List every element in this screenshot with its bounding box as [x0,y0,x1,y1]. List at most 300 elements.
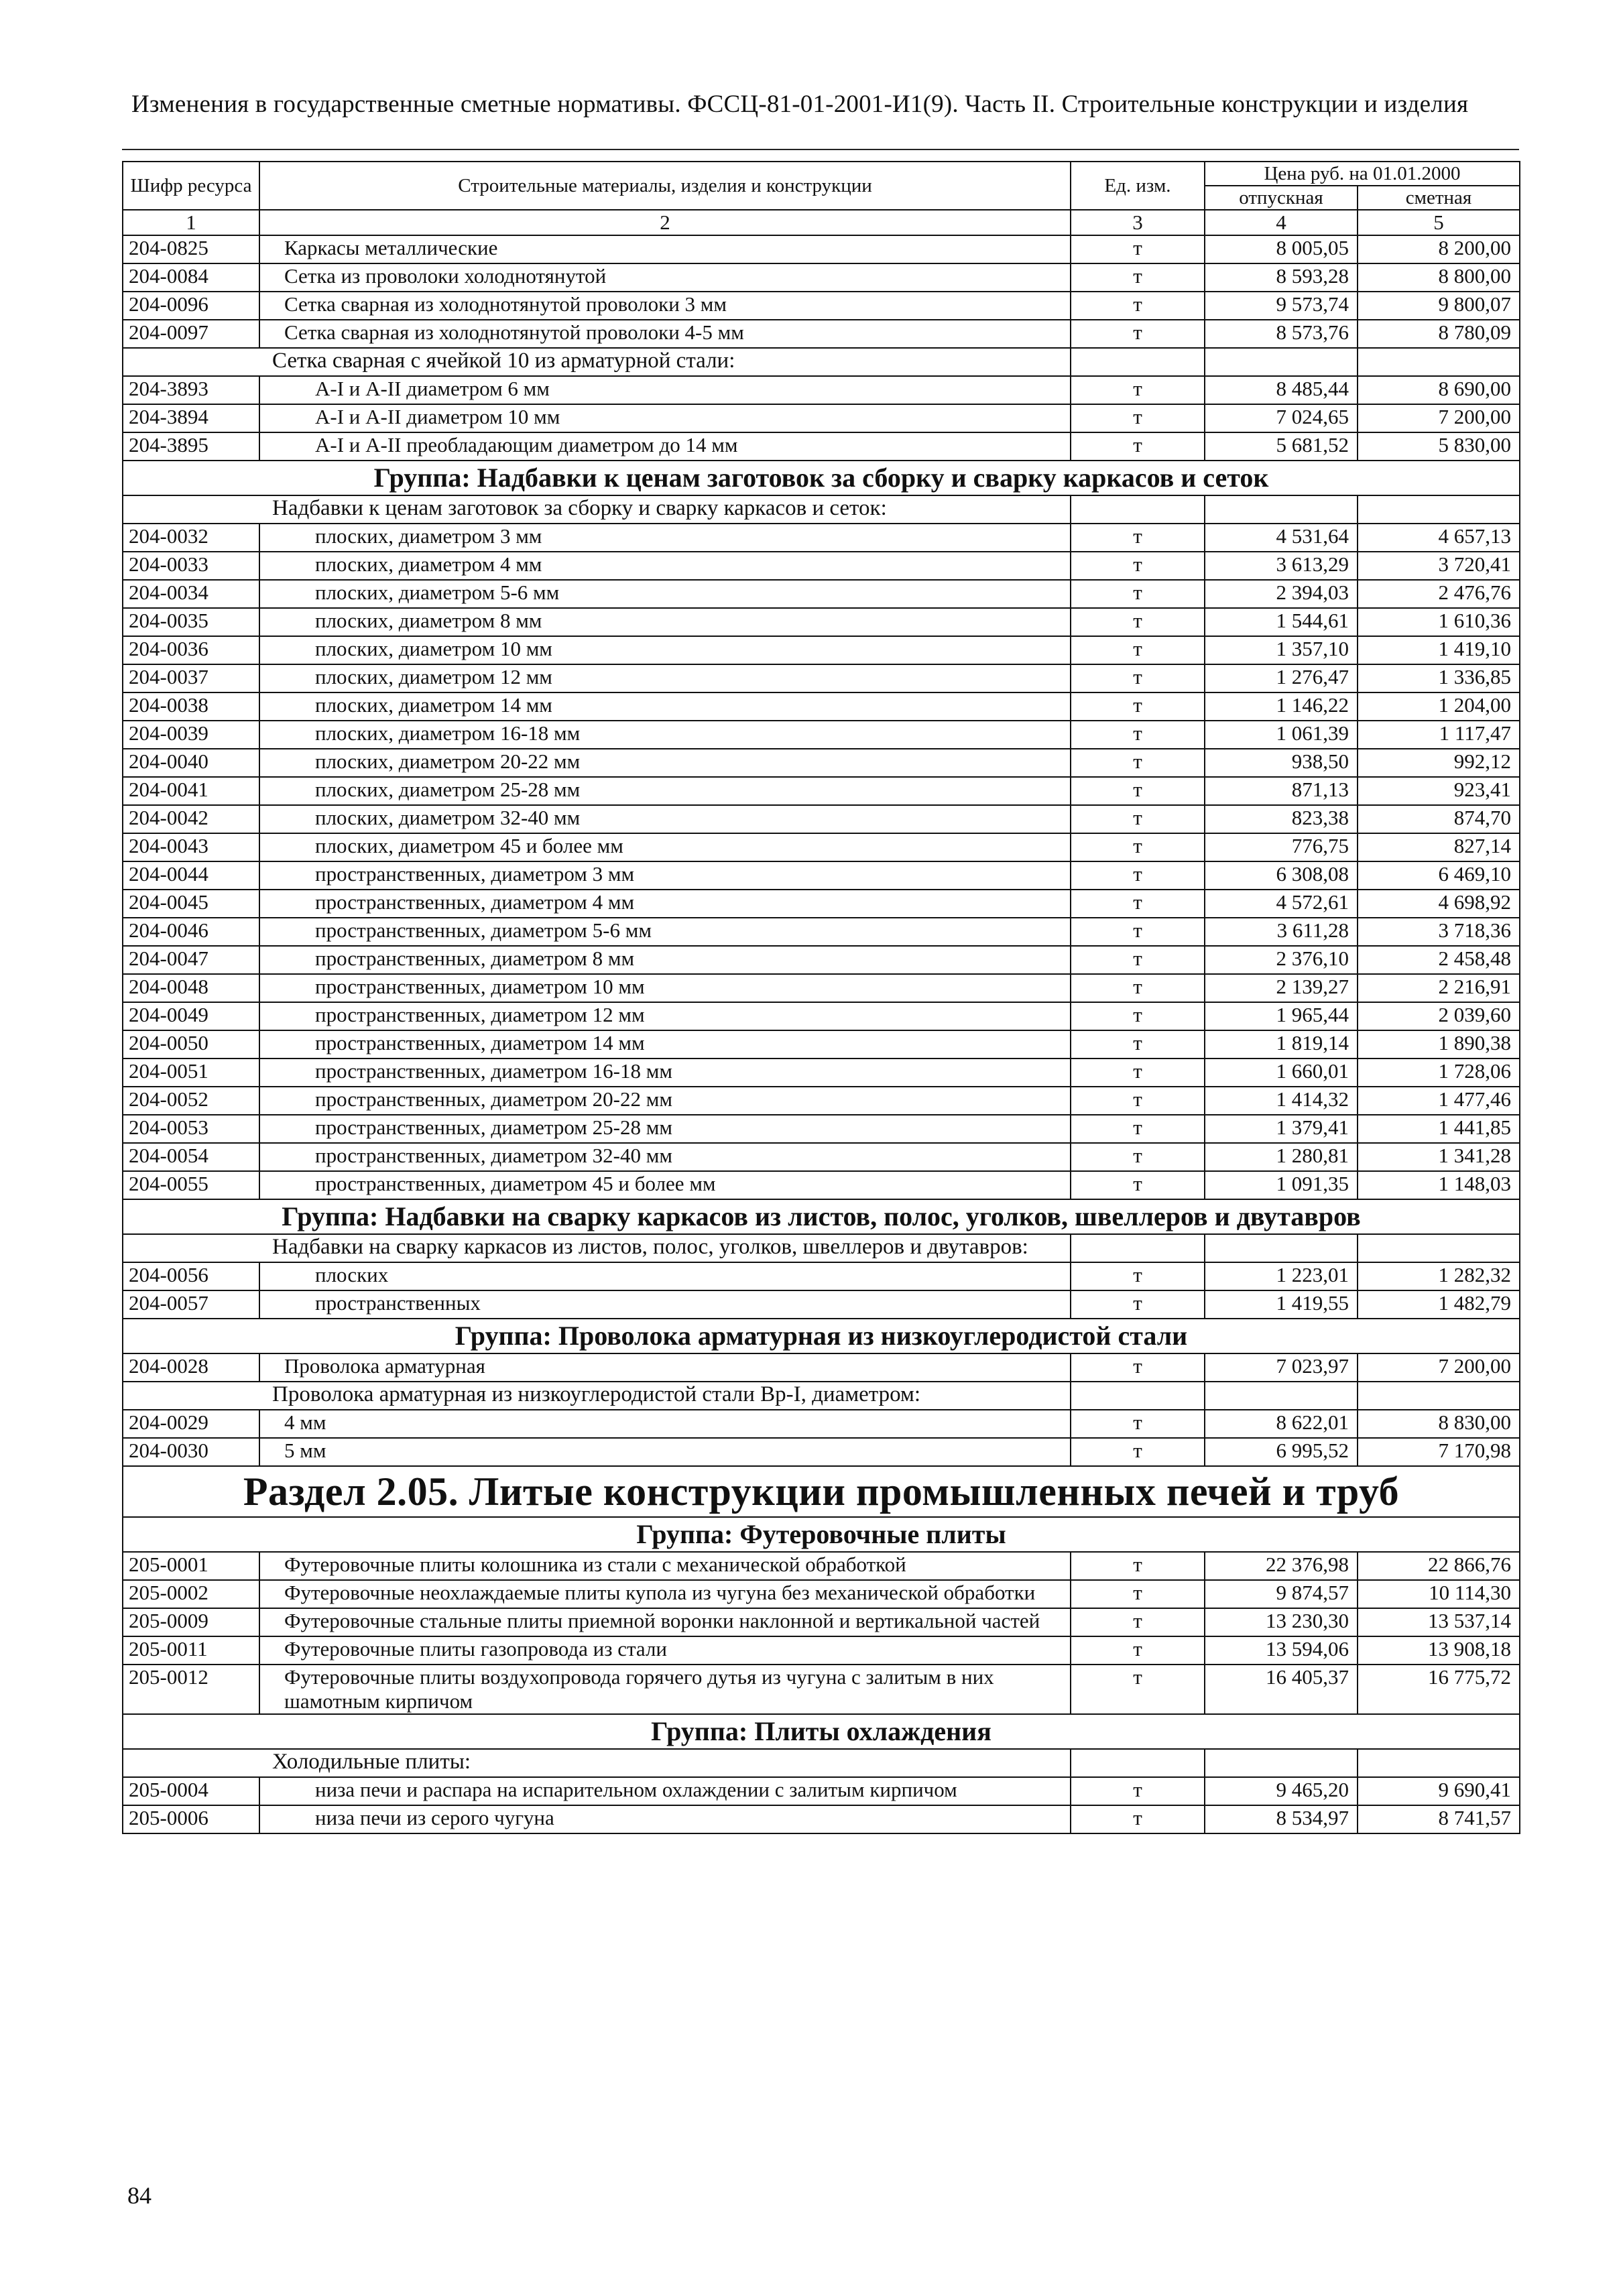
column-number: 2 [259,210,1071,235]
empty-cell [1071,1749,1205,1777]
resource-code: 204-3893 [123,376,259,404]
material-name: пространственных, диаметром 12 мм [259,1002,1071,1030]
empty-cell [1358,1749,1520,1777]
resource-code: 205-0011 [123,1636,259,1665]
sale-price: 871,13 [1205,777,1358,805]
table-row [123,320,1520,348]
table-row [123,974,1520,1002]
unit-cell: т [1071,1002,1205,1030]
table-row [123,580,1520,608]
column-number: 3 [1071,210,1205,235]
estimate-price: 3 718,36 [1358,918,1520,946]
sale-price: 3 611,28 [1205,918,1358,946]
estimate-price: 1 610,36 [1358,608,1520,636]
header-sale: отпускная [1205,186,1358,210]
resource-code: 204-0097 [123,320,259,348]
sale-price: 8 534,97 [1205,1805,1358,1833]
unit-cell: т [1071,636,1205,664]
sale-price: 16 405,37 [1205,1665,1358,1714]
unit-cell: т [1071,376,1205,404]
estimate-price: 1 477,46 [1358,1087,1520,1115]
material-name: пространственных, диаметром 16-18 мм [259,1059,1071,1087]
resource-code: 204-0039 [123,721,259,749]
sale-price: 3 613,29 [1205,552,1358,580]
unit-cell: т [1071,918,1205,946]
resource-code: 204-0038 [123,692,259,721]
resource-code: 204-0030 [123,1438,259,1466]
estimate-price: 827,14 [1358,833,1520,861]
sale-price: 4 572,61 [1205,890,1358,918]
empty-cell [1358,495,1520,524]
empty-cell [1071,1234,1205,1262]
sale-price: 8 622,01 [1205,1410,1358,1438]
sale-price: 5 681,52 [1205,432,1358,461]
material-name: низа печи из серого чугуна [259,1805,1071,1833]
header-unit: Ед. изм. [1071,162,1205,210]
estimate-price: 1 728,06 [1358,1059,1520,1087]
estimate-price: 6 469,10 [1358,861,1520,890]
unit-cell: т [1071,608,1205,636]
resource-code: 204-3894 [123,404,259,432]
estimate-price: 3 720,41 [1358,552,1520,580]
empty-cell [1358,348,1520,376]
resource-code: 204-0054 [123,1143,259,1171]
table-row [123,1353,1520,1382]
estimate-price: 1 204,00 [1358,692,1520,721]
empty-cell [1205,495,1358,524]
unit-cell: т [1071,1552,1205,1580]
table-row [123,636,1520,664]
table-body [123,235,1520,1833]
table-row [123,1636,1520,1665]
table-row [123,1290,1520,1319]
header-rule [122,149,1519,150]
empty-cell [1205,1234,1358,1262]
subheading-row [123,1382,1520,1410]
table-row [123,524,1520,552]
unit-cell: т [1071,1580,1205,1608]
column-number: 5 [1358,210,1520,235]
material-name: 5 мм [259,1438,1071,1466]
estimate-price: 9 800,07 [1358,292,1520,320]
sale-price: 1 965,44 [1205,1002,1358,1030]
resource-code: 204-0044 [123,861,259,890]
unit-cell: т [1071,861,1205,890]
estimate-price: 2 476,76 [1358,580,1520,608]
table-row [123,1171,1520,1199]
table-row [123,946,1520,974]
group-heading-row [123,461,1520,495]
material-name: плоских, диаметром 14 мм [259,692,1071,721]
resource-code: 204-0096 [123,292,259,320]
unit-cell: т [1071,1030,1205,1059]
resource-code: 204-0052 [123,1087,259,1115]
sale-price: 9 465,20 [1205,1777,1358,1805]
column-number: 4 [1205,210,1358,235]
table-row [123,777,1520,805]
estimate-price: 8 830,00 [1358,1410,1520,1438]
header-code: Шифр ресурса [123,162,259,210]
material-name: пространственных, диаметром 45 и более мм [259,1171,1071,1199]
group-title: Группа: Надбавки на сварку каркасов из листов, полос, уголков, швеллеров и двутавров [123,1199,1520,1234]
estimate-price: 1 419,10 [1358,636,1520,664]
subheading-row [123,1234,1520,1262]
estimate-price: 1 336,85 [1358,664,1520,692]
resource-code: 204-0825 [123,235,259,263]
estimate-price: 1 282,32 [1358,1262,1520,1290]
sale-price: 6 308,08 [1205,861,1358,890]
table-row [123,552,1520,580]
resource-code: 204-0055 [123,1171,259,1199]
table-row [123,1608,1520,1636]
section-title: Раздел 2.05. Литые конструкции промышленных печей и труб [123,1466,1520,1517]
section-heading-row [123,1466,1520,1517]
material-name: Футеровочные плиты воздухопровода горячего дутья из чугуна с залитым в них шамотным кирпичом [259,1665,1071,1714]
resource-code: 204-3895 [123,432,259,461]
material-name: Сетка сварная из холоднотянутой проволоки 3 мм [259,292,1071,320]
estimate-price: 4 657,13 [1358,524,1520,552]
estimate-price: 7 200,00 [1358,1353,1520,1382]
unit-cell: т [1071,664,1205,692]
material-name: Сетка из проволоки холоднотянутой [259,263,1071,292]
material-name: А-I и А-II диаметром 10 мм [259,404,1071,432]
empty-cell [1358,1382,1520,1410]
unit-cell: т [1071,524,1205,552]
sale-price: 2 376,10 [1205,946,1358,974]
subheading-text: Надбавки на сварку каркасов из листов, полос, уголков, швеллеров и двутавров: [123,1234,1071,1262]
unit-cell: т [1071,320,1205,348]
resource-code: 205-0012 [123,1665,259,1714]
sale-price: 1 280,81 [1205,1143,1358,1171]
resource-code: 204-0051 [123,1059,259,1087]
subheading-text: Сетка сварная с ячейкой 10 из арматурной стали: [123,348,1071,376]
table-row [123,1805,1520,1833]
resource-code: 204-0045 [123,890,259,918]
estimate-price: 992,12 [1358,749,1520,777]
table-row [123,1665,1520,1714]
table-row [123,692,1520,721]
unit-cell: т [1071,777,1205,805]
resource-code: 205-0002 [123,1580,259,1608]
material-name: 4 мм [259,1410,1071,1438]
estimate-price: 13 537,14 [1358,1608,1520,1636]
sale-price: 1 419,55 [1205,1290,1358,1319]
material-name: Футеровочные плиты колошника из стали с механической обработкой [259,1552,1071,1580]
resource-code: 204-0053 [123,1115,259,1143]
group-title: Группа: Плиты охлаждения [123,1714,1520,1749]
sale-price: 1 223,01 [1205,1262,1358,1290]
material-name: пространственных, диаметром 10 мм [259,974,1071,1002]
sale-price: 2 139,27 [1205,974,1358,1002]
estimate-price: 1 482,79 [1358,1290,1520,1319]
estimate-price: 923,41 [1358,777,1520,805]
sale-price: 938,50 [1205,749,1358,777]
estimate-price: 1 890,38 [1358,1030,1520,1059]
unit-cell: т [1071,1777,1205,1805]
table-row [123,918,1520,946]
resource-code: 204-0041 [123,777,259,805]
resource-code: 204-0046 [123,918,259,946]
unit-cell: т [1071,292,1205,320]
estimate-price: 7 200,00 [1358,404,1520,432]
sale-price: 1 091,35 [1205,1171,1358,1199]
material-name: плоских, диаметром 12 мм [259,664,1071,692]
table-row [123,749,1520,777]
unit-cell: т [1071,1290,1205,1319]
sale-price: 1 146,22 [1205,692,1358,721]
resource-code: 204-0057 [123,1290,259,1319]
unit-cell: т [1071,1115,1205,1143]
unit-cell: т [1071,946,1205,974]
material-name: Сетка сварная из холоднотянутой проволоки 4-5 мм [259,320,1071,348]
estimate-price: 4 698,92 [1358,890,1520,918]
sale-price: 1 061,39 [1205,721,1358,749]
group-title: Группа: Проволока арматурная из низкоуглеродистой стали [123,1319,1520,1353]
table-row [123,805,1520,833]
sale-price: 13 230,30 [1205,1608,1358,1636]
material-name: плоских, диаметром 3 мм [259,524,1071,552]
header-price: Цена руб. на 01.01.2000 [1205,162,1520,186]
table-row [123,1059,1520,1087]
empty-cell [1071,348,1205,376]
resource-code: 205-0006 [123,1805,259,1833]
sale-price: 776,75 [1205,833,1358,861]
sale-price: 13 594,06 [1205,1636,1358,1665]
estimate-price: 7 170,98 [1358,1438,1520,1466]
resource-code: 204-0043 [123,833,259,861]
subheading-row [123,495,1520,524]
material-name: пространственных [259,1290,1071,1319]
resource-code: 204-0032 [123,524,259,552]
material-name: Футеровочные плиты газопровода из стали [259,1636,1071,1665]
estimate-price: 8 690,00 [1358,376,1520,404]
header-est: сметная [1358,186,1520,210]
sale-price: 1 544,61 [1205,608,1358,636]
table-row [123,1580,1520,1608]
material-name: плоских, диаметром 20-22 мм [259,749,1071,777]
unit-cell: т [1071,1262,1205,1290]
subheading-row [123,1749,1520,1777]
table-row [123,404,1520,432]
unit-cell: т [1071,1805,1205,1833]
table-row [123,833,1520,861]
unit-cell: т [1071,263,1205,292]
material-name: пространственных, диаметром 14 мм [259,1030,1071,1059]
resource-code: 204-0033 [123,552,259,580]
material-name: пространственных, диаметром 5-6 мм [259,918,1071,946]
material-name: Футеровочные неохлаждаемые плиты купола из чугуна без механической обработки [259,1580,1071,1608]
empty-cell [1071,1382,1205,1410]
estimate-price: 8 780,09 [1358,320,1520,348]
unit-cell: т [1071,1353,1205,1382]
material-name: пространственных, диаметром 20-22 мм [259,1087,1071,1115]
resource-code: 204-0049 [123,1002,259,1030]
empty-cell [1071,495,1205,524]
unit-cell: т [1071,692,1205,721]
resource-code: 204-0056 [123,1262,259,1290]
subheading-text: Холодильные плиты: [123,1749,1071,1777]
sale-price: 1 660,01 [1205,1059,1358,1087]
estimate-price: 874,70 [1358,805,1520,833]
unit-cell: т [1071,1636,1205,1665]
material-name: пространственных, диаметром 8 мм [259,946,1071,974]
table-row [123,721,1520,749]
table-row [123,1777,1520,1805]
estimate-price: 9 690,41 [1358,1777,1520,1805]
empty-cell [1358,1234,1520,1262]
resource-code: 204-0028 [123,1353,259,1382]
material-name: Футеровочные стальные плиты приемной воронки наклонной и вертикальной частей [259,1608,1071,1636]
unit-cell: т [1071,1608,1205,1636]
sale-price: 2 394,03 [1205,580,1358,608]
unit-cell: т [1071,1438,1205,1466]
estimate-price: 16 775,72 [1358,1665,1520,1714]
sale-price: 7 023,97 [1205,1353,1358,1382]
table-row [123,376,1520,404]
resource-code: 204-0084 [123,263,259,292]
material-name: плоских, диаметром 5-6 мм [259,580,1071,608]
sale-price: 1 379,41 [1205,1115,1358,1143]
unit-cell: т [1071,721,1205,749]
table-row [123,432,1520,461]
resource-code: 204-0042 [123,805,259,833]
table-row [123,1143,1520,1171]
resource-code: 204-0029 [123,1410,259,1438]
sale-price: 1 819,14 [1205,1030,1358,1059]
subheading-text: Надбавки к ценам заготовок за сборку и сварку каркасов и сеток: [123,495,1071,524]
unit-cell: т [1071,890,1205,918]
group-title: Группа: Футеровочные плиты [123,1517,1520,1552]
material-name: плоских, диаметром 16-18 мм [259,721,1071,749]
sale-price: 8 573,76 [1205,320,1358,348]
material-name: А-I и А-II диаметром 6 мм [259,376,1071,404]
table-row [123,292,1520,320]
table-row [123,263,1520,292]
table-row [123,1262,1520,1290]
sale-price: 7 024,65 [1205,404,1358,432]
subheading-text: Проволока арматурная из низкоуглеродистой стали Вр-I, диаметром: [123,1382,1071,1410]
unit-cell: т [1071,1410,1205,1438]
resource-code: 204-0035 [123,608,259,636]
unit-cell: т [1071,1059,1205,1087]
empty-cell [1205,348,1358,376]
table-row [123,1438,1520,1466]
resource-code: 205-0004 [123,1777,259,1805]
estimate-price: 2 458,48 [1358,946,1520,974]
estimate-price: 5 830,00 [1358,432,1520,461]
unit-cell: т [1071,1143,1205,1171]
estimate-price: 8 800,00 [1358,263,1520,292]
material-name: плоских, диаметром 45 и более мм [259,833,1071,861]
header-name: Строительные материалы, изделия и конструкции [259,162,1071,210]
resource-code: 205-0009 [123,1608,259,1636]
sale-price: 1 357,10 [1205,636,1358,664]
estimate-price: 2 039,60 [1358,1002,1520,1030]
material-name: плоских, диаметром 8 мм [259,608,1071,636]
material-name: плоских, диаметром 4 мм [259,552,1071,580]
sale-price: 6 995,52 [1205,1438,1358,1466]
material-name: плоских, диаметром 25-28 мм [259,777,1071,805]
sale-price: 8 005,05 [1205,235,1358,263]
material-name: Каркасы металлические [259,235,1071,263]
resource-code: 204-0034 [123,580,259,608]
estimate-price: 22 866,76 [1358,1552,1520,1580]
group-title: Группа: Надбавки к ценам заготовок за сборку и сварку каркасов и сеток [123,461,1520,495]
sale-price: 9 573,74 [1205,292,1358,320]
material-name: плоских [259,1262,1071,1290]
table-row [123,1002,1520,1030]
unit-cell: т [1071,235,1205,263]
column-number: 1 [123,210,259,235]
unit-cell: т [1071,432,1205,461]
group-heading-row [123,1199,1520,1234]
group-heading-row [123,1714,1520,1749]
page-number: 84 [127,2182,152,2209]
estimate-price: 8 200,00 [1358,235,1520,263]
table-row [123,861,1520,890]
table-row [123,608,1520,636]
table-row [123,1410,1520,1438]
material-name: пространственных, диаметром 4 мм [259,890,1071,918]
empty-cell [1205,1749,1358,1777]
price-table [122,161,1520,1834]
group-heading-row [123,1319,1520,1353]
resource-code: 204-0048 [123,974,259,1002]
unit-cell: т [1071,1087,1205,1115]
sale-price: 1 414,32 [1205,1087,1358,1115]
empty-cell [1205,1382,1358,1410]
unit-cell: т [1071,1171,1205,1199]
estimate-price: 13 908,18 [1358,1636,1520,1665]
table-row [123,1087,1520,1115]
unit-cell: т [1071,974,1205,1002]
estimate-price: 1 341,28 [1358,1143,1520,1171]
group-heading-row [123,1517,1520,1552]
material-name: Проволока арматурная [259,1353,1071,1382]
estimate-price: 8 741,57 [1358,1805,1520,1833]
estimate-price: 2 216,91 [1358,974,1520,1002]
unit-cell: т [1071,1665,1205,1714]
unit-cell: т [1071,749,1205,777]
table-row [123,1115,1520,1143]
material-name: пространственных, диаметром 3 мм [259,861,1071,890]
estimate-price: 1 117,47 [1358,721,1520,749]
unit-cell: т [1071,552,1205,580]
resource-code: 204-0050 [123,1030,259,1059]
material-name: А-I и А-II преобладающим диаметром до 14 мм [259,432,1071,461]
material-name: пространственных, диаметром 25-28 мм [259,1115,1071,1143]
resource-code: 204-0040 [123,749,259,777]
sale-price: 9 874,57 [1205,1580,1358,1608]
table-row [123,664,1520,692]
resource-code: 205-0001 [123,1552,259,1580]
sale-price: 4 531,64 [1205,524,1358,552]
table-row [123,235,1520,263]
sale-price: 8 485,44 [1205,376,1358,404]
table-row [123,890,1520,918]
unit-cell: т [1071,580,1205,608]
sale-price: 1 276,47 [1205,664,1358,692]
material-name: пространственных, диаметром 32-40 мм [259,1143,1071,1171]
sale-price: 8 593,28 [1205,263,1358,292]
estimate-price: 1 148,03 [1358,1171,1520,1199]
unit-cell: т [1071,805,1205,833]
resource-code: 204-0047 [123,946,259,974]
sale-price: 823,38 [1205,805,1358,833]
estimate-price: 1 441,85 [1358,1115,1520,1143]
resource-code: 204-0037 [123,664,259,692]
material-name: плоских, диаметром 32-40 мм [259,805,1071,833]
